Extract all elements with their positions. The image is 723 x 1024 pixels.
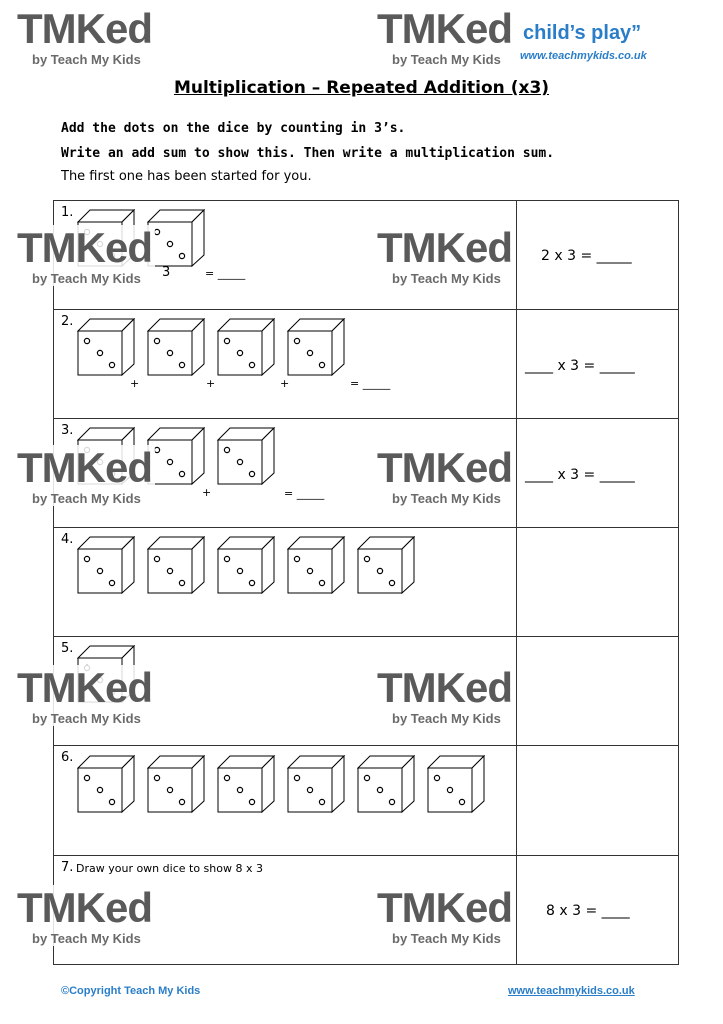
row-divider xyxy=(53,309,679,310)
question-number: 5. xyxy=(61,641,74,656)
plus-sign: + xyxy=(280,377,290,390)
answer-column-divider xyxy=(516,200,517,965)
header-tagline: child’s play” xyxy=(523,22,642,44)
die-face-three-icon xyxy=(217,318,275,376)
equals-blank[interactable]: = _____ xyxy=(205,267,246,280)
row-divider xyxy=(53,855,679,856)
watermark-logo: TMKed xyxy=(14,225,155,271)
die-face-three-icon xyxy=(77,318,135,376)
footer-url[interactable]: www.teachmykids.co.uk xyxy=(508,985,635,997)
die-face-three-icon xyxy=(217,755,275,813)
watermark-logo: TMKed xyxy=(374,885,515,931)
question-7-prompt: Draw your own dice to show 8 x 3 xyxy=(76,862,263,875)
watermark-sub: by Teach My Kids xyxy=(392,711,501,726)
watermark-sub: by Teach My Kids xyxy=(32,931,141,946)
watermark-sub: by Teach My Kids xyxy=(392,271,501,286)
watermark-logo: TMKed xyxy=(14,445,155,491)
die-face-three-icon xyxy=(147,427,205,485)
plus-sign: + xyxy=(130,377,140,390)
multiplication-sum[interactable]: ____ x 3 = _____ xyxy=(525,358,635,374)
row-divider xyxy=(53,745,679,746)
watermark xyxy=(374,884,512,947)
instruction-line-3: The first one has been started for you. xyxy=(61,169,312,184)
watermark-sub: by Teach My Kids xyxy=(32,491,141,506)
watermark-logo: TMKed xyxy=(14,885,155,931)
die-face-three-icon xyxy=(427,755,485,813)
die-face-three-icon xyxy=(287,755,345,813)
die-face-three-icon xyxy=(357,755,415,813)
watermark-logo: TMKed xyxy=(374,445,515,491)
watermark xyxy=(374,444,512,507)
watermark-logo: TMKed xyxy=(374,225,515,271)
footer-copyright: ©Copyright Teach My Kids xyxy=(61,985,201,997)
watermark-sub: by Teach My Kids xyxy=(32,271,141,286)
watermark xyxy=(14,5,152,68)
watermark-logo: TMKed xyxy=(374,665,515,711)
row-divider xyxy=(53,418,679,419)
die-face-three-icon xyxy=(147,318,205,376)
watermark-sub: by Teach My Kids xyxy=(32,711,141,726)
watermark-logo: TMKed xyxy=(14,665,155,711)
watermark-logo: TMKed xyxy=(374,6,515,52)
question-number: 2. xyxy=(61,314,74,329)
watermark-sub: by Teach My Kids xyxy=(392,931,501,946)
equals-blank[interactable]: = _____ xyxy=(350,377,391,390)
die-face-three-icon xyxy=(77,755,135,813)
question-number: 3. xyxy=(61,423,74,438)
plus-sign: + xyxy=(206,377,216,390)
die-face-three-icon xyxy=(217,536,275,594)
instruction-line-2: Write an add sum to show this. Then write a multiplication sum. xyxy=(61,146,555,161)
question-number: 4. xyxy=(61,532,74,547)
header-url[interactable]: www.teachmykids.co.uk xyxy=(520,50,647,62)
die-face-three-icon xyxy=(147,536,205,594)
given-value: 3 xyxy=(162,265,171,280)
watermark xyxy=(374,5,512,68)
watermark xyxy=(14,224,152,287)
die-face-three-icon xyxy=(357,536,415,594)
watermark-sub: by Teach My Kids xyxy=(392,52,501,67)
question-number: 6. xyxy=(61,750,74,765)
die-face-three-icon xyxy=(77,536,135,594)
watermark-sub: by Teach My Kids xyxy=(32,52,141,67)
row-divider xyxy=(53,636,679,637)
question-number: 1. xyxy=(61,205,74,220)
watermark-sub: by Teach My Kids xyxy=(392,491,501,506)
multiplication-sum[interactable]: 2 x 3 = _____ xyxy=(541,248,632,264)
watermark xyxy=(374,224,512,287)
plus-sign: + xyxy=(202,486,212,499)
equals-blank[interactable]: = _____ xyxy=(284,487,325,500)
instruction-line-1: Add the dots on the dice by counting in 3’s. xyxy=(61,121,406,136)
watermark xyxy=(14,444,152,507)
multiplication-sum[interactable]: ____ x 3 = _____ xyxy=(525,467,635,483)
page-title: Multiplication – Repeated Addition (x3) xyxy=(173,78,550,98)
die-face-three-icon xyxy=(147,755,205,813)
die-face-three-icon xyxy=(217,427,275,485)
die-face-three-icon xyxy=(147,209,205,267)
multiplication-sum[interactable]: 8 x 3 = ____ xyxy=(546,903,630,919)
watermark xyxy=(14,884,152,947)
watermark-logo: TMKed xyxy=(14,6,155,52)
die-face-three-icon xyxy=(287,536,345,594)
die-face-three-icon xyxy=(287,318,345,376)
watermark xyxy=(374,664,512,727)
row-divider xyxy=(53,527,679,528)
question-number: 7. xyxy=(61,860,74,875)
watermark xyxy=(14,664,152,727)
